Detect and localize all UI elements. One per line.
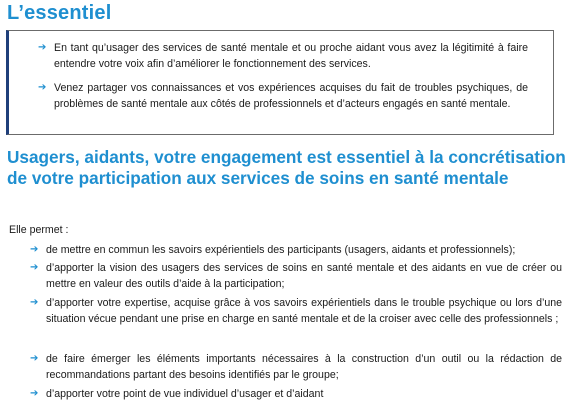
engagement-item: ➔ de mettre en commun les savoirs expérientiels des participants (usagers, aidants et professionnels); (30, 244, 516, 256)
arrow-right-icon: ➔ (38, 82, 47, 93)
arrow-right-icon: ➔ (30, 244, 39, 255)
engagement-item: ➔ de faire émerger les éléments importants nécessaires à la construction d’un outil ou la rédaction de recommandations partant des besoins identifiés par le groupe; (30, 353, 562, 381)
arrow-right-icon: ➔ (30, 388, 39, 399)
engagement-item: ➔ d’apporter votre expertise, acquise grâce à vos savoirs expérientiels dans le trouble psychique ou lors d’une situation vécue pendant une prise en charge en santé mentale et de la croiser avec celle des professionnels ; (30, 297, 562, 325)
essentiel-item: ➔ Venez partager vos connaissances et vos expériences acquises du fait de troubles psychiques, de problèmes de santé mentale aux côtés de professionnels et d’acteurs engagés en santé mentale. (38, 82, 528, 110)
section-title-engagement: Usagers, aidants, votre engagement est essentiel à la concrétisation de votre participation aux services de soins en santé mentale (7, 147, 566, 188)
essentiel-item: ➔ En tant qu’usager des services de santé mentale et ou proche aidant vous avez la légitimité à faire entendre votre voix afin d’améliorer le fonctionnement des services. (38, 42, 528, 70)
arrow-right-icon: ➔ (30, 353, 39, 364)
lead-text: Elle permet : (9, 224, 69, 236)
engagement-item: ➔ d’apporter la vision des usagers des services de soins en santé mentale et des aidants en vue de créer ou mettre en valeur des outils d’aide à la participation; (30, 262, 562, 290)
arrow-right-icon: ➔ (38, 42, 47, 53)
arrow-right-icon: ➔ (30, 262, 39, 273)
section-title-essentiel: L’essentiel (7, 2, 112, 24)
arrow-right-icon: ➔ (30, 297, 39, 308)
engagement-item: ➔ d’apporter votre point de vue individuel d’usager et d’aidant (30, 388, 324, 400)
